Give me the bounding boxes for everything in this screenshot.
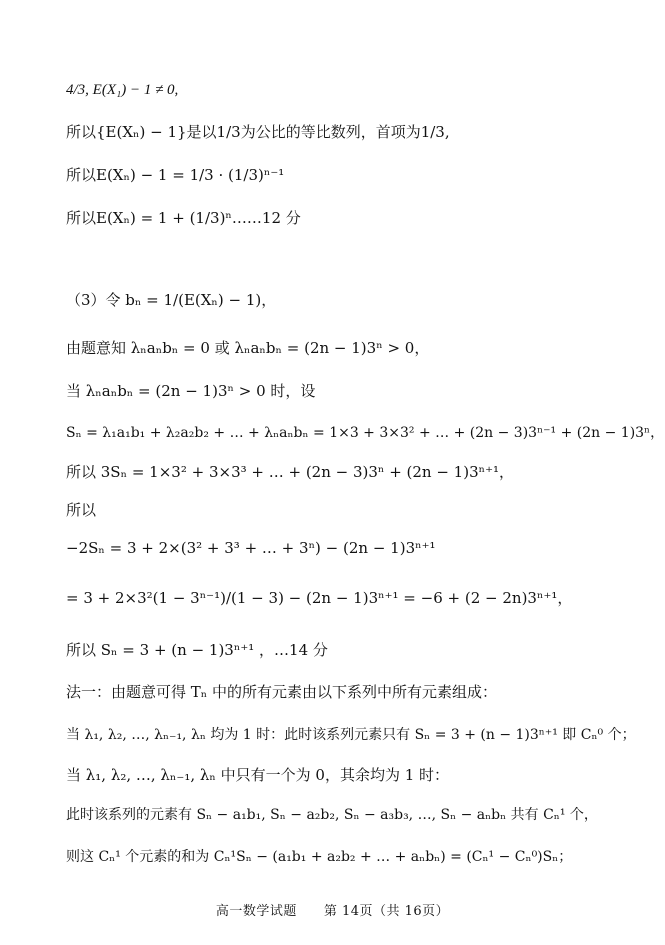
text-line-11: −2Sₙ = 3 + 2×(3² + 3³ + … + 3ⁿ) − (2n − 1)3ⁿ⁺¹ [66, 539, 436, 557]
text-line-8: Sₙ = λ₁a₁b₁ + λ₂a₂b₂ + … + λₙaₙbₙ = 1×3 + 3×3² + … + (2n − 3)3ⁿ⁻¹ + (2n − 1)3ⁿ， [66, 425, 665, 441]
text-line-3: 所以E(Xₙ) − 1 = 1/3 · (1/3)ⁿ⁻¹ [66, 166, 285, 184]
text-line-16: 当 λ₁, λ₂, …, λₙ₋₁, λₙ 中只有一个为 0，其余均为 1 时： [66, 766, 450, 784]
text-line-7: 当 λₙaₙbₙ = (2n − 1)3ⁿ > 0 时，设 [66, 382, 316, 400]
text-line-2: 所以{E(Xₙ) − 1}是以1/3为公比的等比数列，首项为1/3, [66, 123, 450, 141]
text-line-15: 当 λ₁, λ₂, …, λₙ₋₁, λₙ 均为 1 时：此时该系列元素只有 Sₙ = 3 + (n − 1)3ⁿ⁺¹ 即 Cₙ⁰ 个； [66, 727, 636, 743]
text-line-9: 所以 3Sₙ = 1×3² + 3×3³ + … + (2n − 3)3ⁿ + (2n − 1)3ⁿ⁺¹， [66, 463, 515, 481]
text-line-1: 4/3, E(X₁) − 1 ≠ 0, [66, 82, 179, 98]
text-line-14: 法一：由题意可得 Tₙ 中的所有元素由以下系列中所有元素组成： [66, 683, 498, 701]
text-line-6: 由题意知 λₙaₙbₙ = 0 或 λₙaₙbₙ = (2n − 1)3ⁿ > 0， [66, 339, 430, 357]
text-line-5: （3）令 bₙ = 1/(E(Xₙ) − 1)， [66, 291, 277, 309]
text-line-12: = 3 + 2×3²(1 − 3ⁿ⁻¹)/(1 − 3) − (2n − 1)3ⁿ⁺¹ = −6 + (2 − 2n)3ⁿ⁺¹， [66, 589, 573, 607]
text-line-13: 所以 Sₙ = 3 + (n − 1)3ⁿ⁺¹ ，…14 分 [66, 641, 328, 659]
text-line-18: 则这 Cₙ¹ 个元素的和为 Cₙ¹Sₙ − (a₁b₁ + a₂b₂ + … + aₙbₙ) = (Cₙ¹ − Cₙ⁰)Sₙ； [66, 849, 573, 865]
text-line-4: 所以E(Xₙ) = 1 + (1/3)ⁿ……12 分 [66, 209, 301, 227]
text-line-10: 所以 [66, 501, 97, 519]
page-footer: 高一数学试题 第 14页（共 16页） [215, 904, 450, 919]
text-line-17: 此时该系列的元素有 Sₙ − a₁b₁, Sₙ − a₂b₂, Sₙ − a₃b₃, …, Sₙ − aₙbₙ 共有 Cₙ¹ 个， [66, 807, 598, 823]
